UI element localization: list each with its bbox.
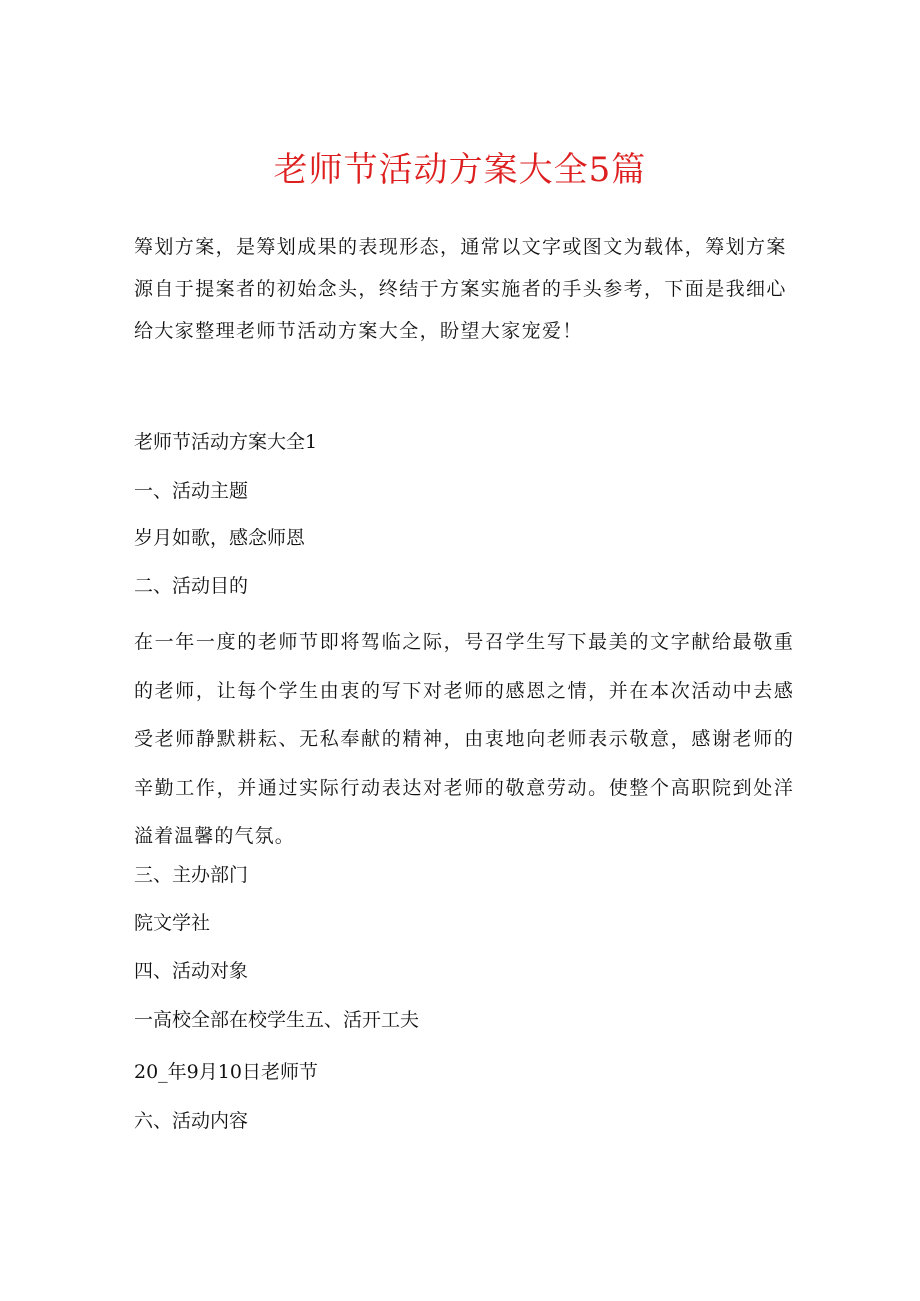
document-title: 老师节活动方案大全5篇 <box>273 150 647 190</box>
activity-content-heading: 六、活动内容 <box>134 1110 249 1132</box>
audience-text: 一高校全部在校学生五、活开工夫 <box>134 1009 420 1031</box>
intro-paragraph: 筹划方案，是筹划成果的表现形态，通常以文字或图文为载体，筹划方案源自于提案者的初始念头，终结于方案实施者的手头参考，下面是我细心给大家整理老师节活动方案大全，盼望大家宠爱！ <box>134 236 787 342</box>
activity-purpose-heading: 二、活动目的 <box>134 575 249 597</box>
activity-theme-text: 岁月如歌，感念师恩 <box>134 527 306 549</box>
section-heading: 老师节活动方案大全1 <box>134 431 318 453</box>
audience-heading: 四、活动对象 <box>134 960 249 982</box>
event-date-text: 20_年9月10日老师节 <box>134 1061 318 1083</box>
organizer-text: 院文学社 <box>134 912 211 934</box>
activity-purpose-text: 在一年一度的老师节即将驾临之际，号召学生写下最美的文字献给最敬重的老师，让每个学生由衷的写下对老师的感恩之情，并在本次活动中去感受老师静默耕耘、无私奉献的精神，由衷地向老师表示敬意，感谢老师的辛勤工作，并通过实际行动表达对老师的敬意劳动。使整个高职院到处洋溢着温馨的气氛。 <box>134 631 794 847</box>
activity-theme-heading: 一、活动主题 <box>134 480 249 502</box>
organizer-heading: 三、主办部门 <box>134 864 249 886</box>
